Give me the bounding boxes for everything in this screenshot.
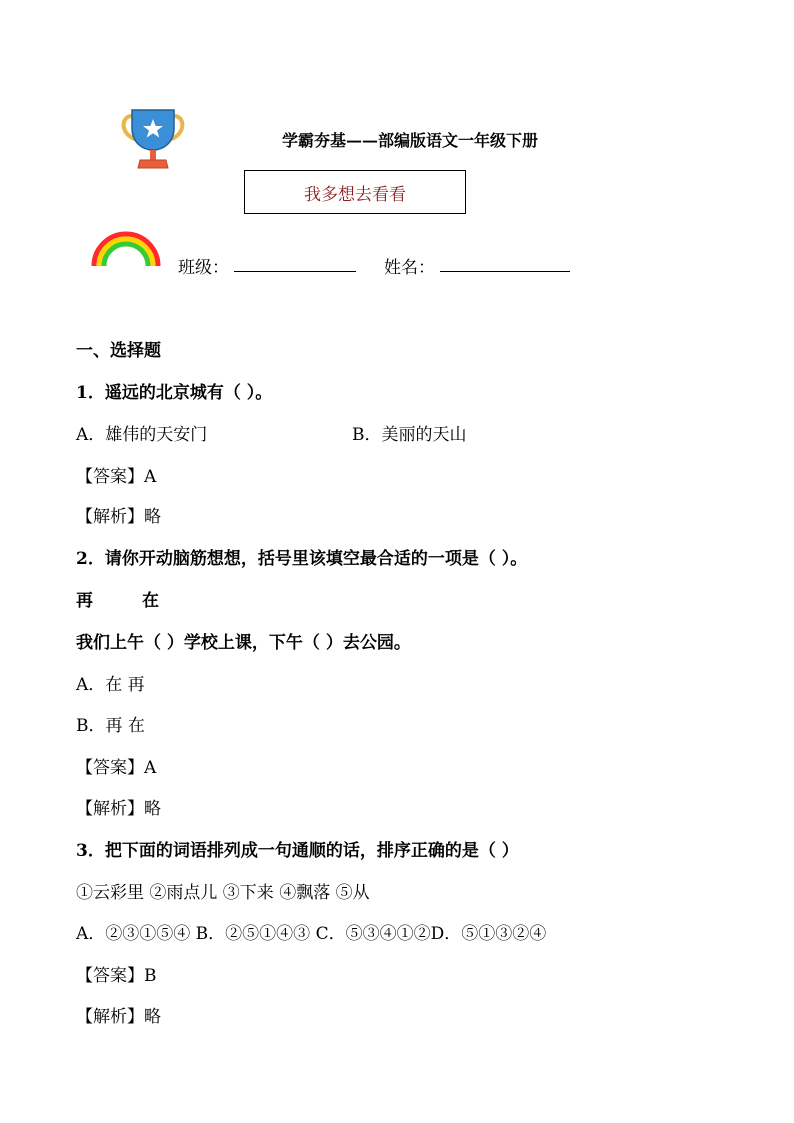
question-2-sentence: 我们上午（ ）学校上课，下午（ ）去公园。 [76,633,411,653]
section-heading: 一、选择题 [76,341,161,361]
question-2-stem: 2．请你开动脑筋想想，括号里该填空最合适的一项是（ ）。 [76,549,528,569]
question-2-word-2: 在 [142,591,159,611]
question-2-word-1: 再 [76,591,93,611]
question-3-words: ①云彩里 ②雨点儿 ③下来 ④飘落 ⑤从 [76,883,370,903]
class-label: 班级： [178,258,229,278]
question-1-option-b: B．美丽的天山 [352,425,467,445]
rainbow-icon [88,226,164,268]
class-field[interactable] [234,271,356,272]
question-1-analysis: 【解析】略 [76,507,161,527]
question-2-option-b: B．再 在 [76,716,145,736]
question-3-answer: 【答案】B [76,966,157,986]
question-1-stem: 1．遥远的北京城有（ ）。 [76,383,273,403]
question-3-analysis: 【解析】略 [76,1007,161,1027]
question-2-answer: 【答案】A [76,758,157,778]
question-3-options: A．②③①⑤④ B．②⑤①④③ C．⑤③④①②D．⑤①③②④ [76,924,547,944]
name-field[interactable] [440,271,570,272]
name-label: 姓名： [384,258,435,278]
question-2-analysis: 【解析】略 [76,799,161,819]
question-2-option-a: A．在 再 [76,675,145,695]
question-1-option-a: A．雄伟的天安门 [76,425,208,445]
question-1-answer: 【答案】A [76,467,157,487]
trophy-icon [118,106,188,170]
question-3-stem: 3．把下面的词语排列成一句通顺的话，排序正确的是（ ） [76,841,519,861]
lesson-title-box [244,170,466,214]
lesson-title: 我多想去看看 [304,184,406,205]
page-title: 学霸夯基——部编版语文一年级下册 [282,131,539,150]
